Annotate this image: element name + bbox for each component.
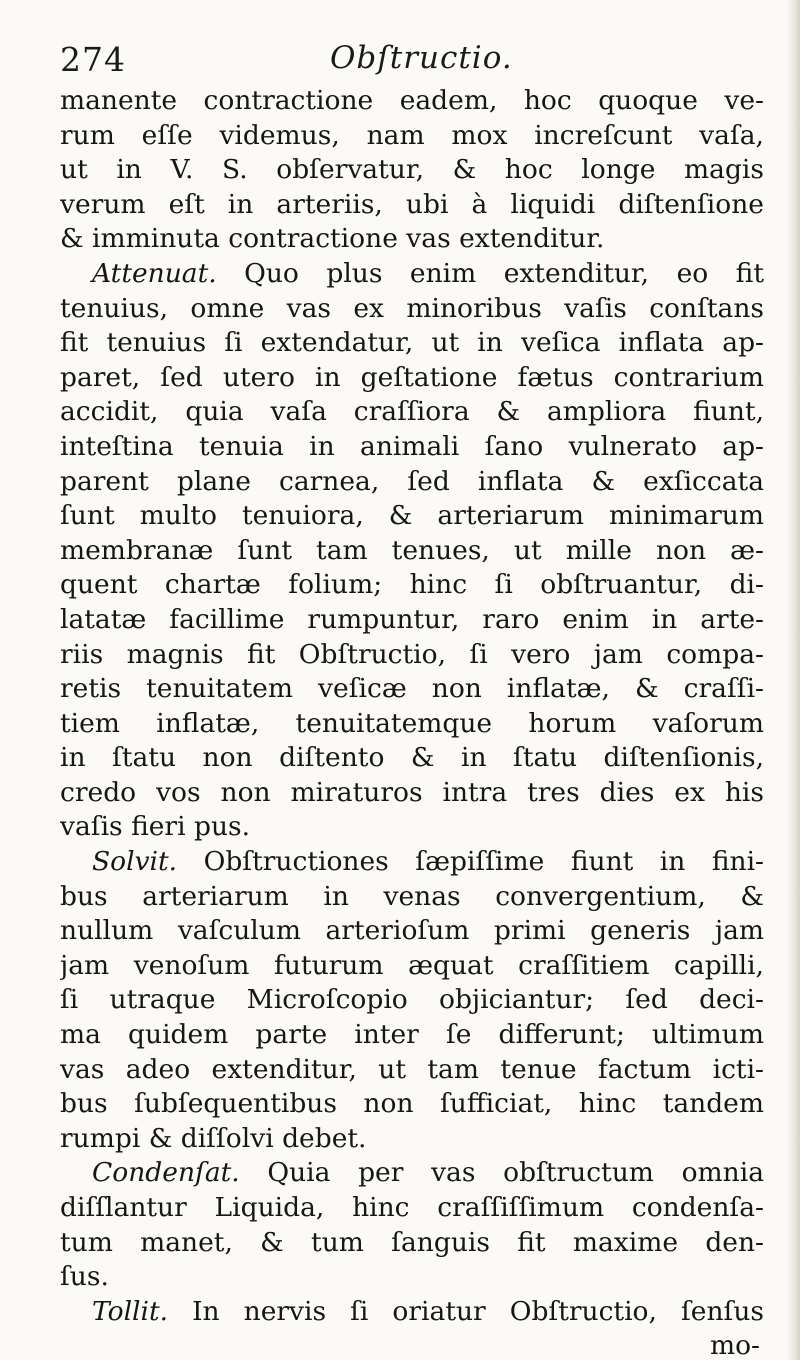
text-line (60, 430, 764, 465)
text-line (60, 119, 764, 154)
line-text: rum eſſe videmus, nam mox increſcunt vaſa, (60, 119, 764, 151)
text-line (60, 776, 764, 811)
line-text: vas adeo extenditur, ut tam tenue factum icti- (60, 1053, 764, 1085)
line-text: tum manet, & tum ſanguis fit maxime den- (60, 1226, 764, 1258)
running-title: Obſtructio. (330, 40, 513, 76)
page-edge-shadow (786, 0, 800, 1360)
catchword (60, 1329, 764, 1360)
text-line (60, 672, 764, 707)
page-header (60, 40, 760, 86)
line-text: Quo plus enim extenditur, eo fit (216, 257, 764, 289)
text-line (60, 983, 764, 1018)
text-line (60, 153, 764, 188)
body-text (60, 84, 764, 1360)
text-line (60, 534, 764, 569)
text-line (60, 638, 764, 673)
text-line (60, 1122, 764, 1157)
line-text: credo vos non miraturos intra tres dies ex his (60, 776, 764, 808)
text-line (60, 292, 764, 327)
text-line (60, 257, 764, 292)
line-text: parent plane carnea, ſed inflata & exſiccata (60, 465, 764, 497)
line-text: inteſtina tenuia in animali ſano vulnerato ap- (60, 430, 764, 462)
text-line (60, 188, 764, 223)
line-text: quent chartæ folium; hinc ſi obſtruantur, di- (60, 569, 764, 601)
line-text: in ſtatu non diſtento & in ſtatu diſtenſionis, (60, 742, 764, 774)
text-line (60, 1191, 764, 1226)
line-text: & imminuta contractione vas extenditur. (60, 223, 605, 255)
text-line (60, 603, 764, 638)
text-line (60, 1087, 764, 1122)
line-text: riis magnis fit Obſtructio, ſi vero jam compa- (60, 638, 764, 670)
line-text: ma quidem parte inter ſe differunt; ultimum (60, 1019, 764, 1051)
text-line (60, 568, 764, 603)
line-text: Obſtructiones ſæpiſſime fiunt in fini- (177, 846, 764, 878)
text-line (60, 880, 764, 915)
text-line (60, 1226, 764, 1261)
paragraph-label: Solvit. (92, 846, 178, 878)
text-line (60, 1295, 764, 1330)
line-text: nullum vaſculum arterioſum primi generis jam (60, 915, 764, 947)
line-text: accidit, quia vaſa craſſiora & ampliora fiunt, (60, 396, 764, 428)
text-line (60, 84, 764, 119)
line-text: mo- (709, 1330, 760, 1360)
line-text: tenuius, omne vas ex minoribus vaſis conſtans (60, 292, 764, 324)
line-text: Quia per vas obſtructum omnia (239, 1157, 764, 1189)
line-text: vaſis fieri pus. (60, 811, 251, 843)
line-text: rumpi & diſſolvi debet. (60, 1122, 367, 1154)
line-text: tiem inflatæ, tenuitatemque horum vaſorum (60, 707, 764, 739)
paragraph-label: Tollit. (92, 1295, 169, 1327)
line-text: bus ſubſequentibus non ſufficiat, hinc tandem (60, 1088, 764, 1120)
text-line (60, 949, 764, 984)
line-text: jam venoſum futurum æquat craſſitiem capilli, (60, 949, 764, 981)
line-text: manente contractione eadem, hoc quoque ve- (60, 85, 764, 116)
line-text: ſi utraque Microſcopio objiciantur; ſed deci- (60, 984, 764, 1016)
text-line (60, 499, 764, 534)
text-line (60, 1156, 764, 1191)
line-text: bus arteriarum in venas convergentium, & (60, 880, 764, 912)
line-text: verum eſt in arteriis, ubi à liquidi diſtenſione (60, 188, 764, 220)
line-text: membranæ ſunt tam tenues, ut mille non æ- (60, 534, 764, 566)
text-line (60, 361, 764, 396)
line-text: ut in V. S. obſervatur, & hoc longe magis (60, 154, 764, 186)
text-line (60, 465, 764, 500)
text-line (60, 914, 764, 949)
line-text: latatæ facillime rumpuntur, raro enim in arte- (60, 603, 764, 635)
text-line (60, 1053, 764, 1088)
paragraph-label: Attenuat. (92, 257, 217, 289)
text-line (60, 707, 764, 742)
text-line (60, 222, 764, 257)
page-number: 274 (60, 40, 126, 79)
line-text: diſſlantur Liquida, hinc craſſiſſimum condenſa- (60, 1192, 764, 1223)
text-line (60, 810, 764, 845)
line-text: ſus. (60, 1261, 109, 1293)
line-text: retis tenuitatem veſicæ non inflatæ, & craſſi- (60, 673, 764, 705)
text-line (60, 1260, 764, 1295)
text-line (60, 845, 764, 880)
line-text: fit tenuius ſi extendatur, ut in veſica inflata ap- (60, 327, 764, 359)
text-line (60, 1018, 764, 1053)
line-text: paret, ſed utero in geſtatione fætus contrarium (60, 361, 764, 393)
line-text: In nervis ſi oriatur Obſtructio, ſenſus (168, 1295, 764, 1327)
line-text: ſunt multo tenuiora, & arteriarum minimarum (60, 500, 764, 532)
paragraph-label: Condenſat. (92, 1157, 240, 1189)
text-line (60, 326, 764, 361)
text-line (60, 741, 764, 776)
text-line (60, 395, 764, 430)
